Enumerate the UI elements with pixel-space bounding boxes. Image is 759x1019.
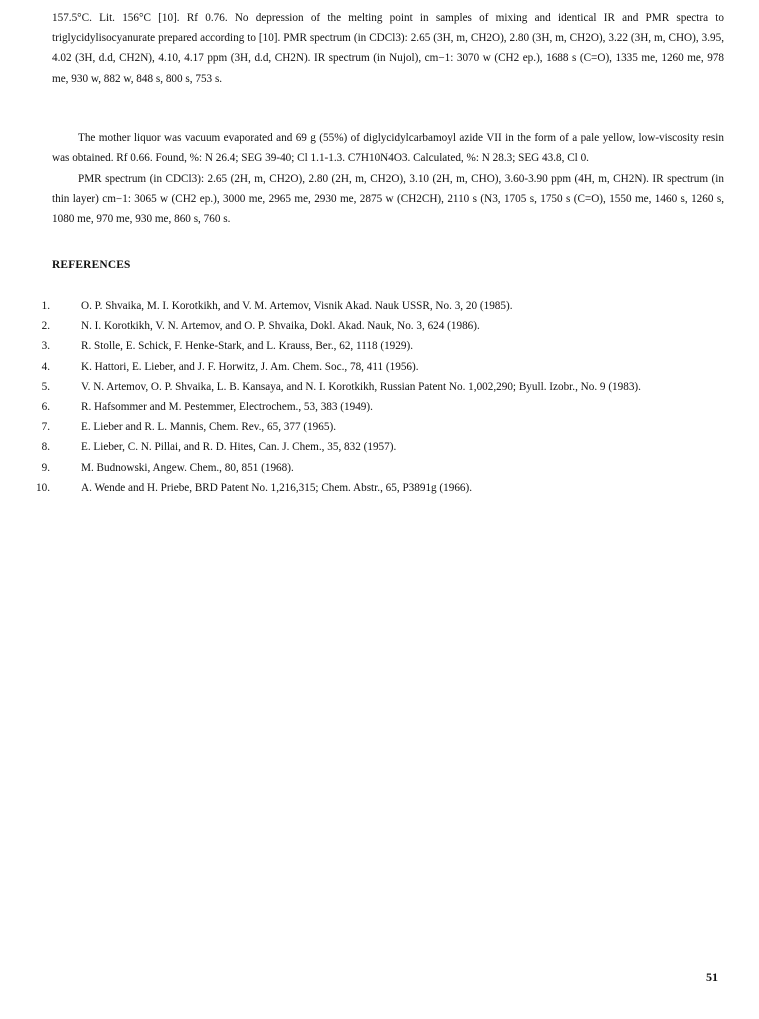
reference-item [0, 316, 759, 336]
reference-number: 8. [41, 441, 50, 454]
reference-text: K. Hattori, E. Lieber, and J. F. Horwitz, J. Am. Chem. Soc., 78, 411 (1956). [81, 360, 419, 373]
reference-number: 7. [41, 421, 50, 434]
reference-number: 9. [41, 461, 50, 474]
reference-text: E. Lieber and R. L. Mannis, Chem. Rev., 65, 377 (1965). [81, 421, 336, 434]
references-heading: REFERENCES [52, 259, 131, 271]
reference-text: R. Stolle, E. Schick, F. Henke-Stark, and L. Krauss, Ber., 62, 1118 (1929). [81, 340, 413, 353]
reference-text: O. P. Shvaika, M. I. Korotkikh, and V. M. Artemov, Visnik Akad. Nauk USSR, No. 3, 20 (1985). [81, 300, 513, 312]
reference-item [0, 417, 759, 437]
reference-item [0, 397, 759, 417]
reference-item [0, 478, 759, 498]
reference-number: 2. [41, 320, 50, 333]
reference-item [0, 296, 759, 316]
references-list [0, 296, 759, 498]
reference-number: 4. [41, 360, 50, 373]
reference-text: A. Wende and H. Priebe, BRD Patent No. 1,216,315; Chem. Abstr., 65, P3891g (1966). [81, 481, 473, 494]
reference-item [0, 357, 759, 377]
paragraph-experimental-2: The mother liquor was vacuum evaporated and 69 g (55%) of diglycidylcarbamoyl azide VII in the form of a pale yellow, low-viscosity resin was obtained. Rf 0.66. Found, %: N 26.4; SEG 39-40; Cl 1.1-1.3. C7H10N4O3. Calculated, %: N 28.3; SEG 43.8, Cl 0. [52, 132, 724, 165]
paragraph-experimental-3: PMR spectrum (in CDCl3): 2.65 (2H, m, CH2O), 2.80 (2H, m, CH2O), 3.10 (2H, m, CHO), 3.60-3.90 ppm (4H, m, CH2N). IR spectrum (in thin layer) cm−1: 3065 w (CH2 ep.), 3000 me, 2965 me, 2930 me, 2875 w (CH2CH), 2110 s (N3, 1705 s, 1750 s (C=O), 1550 me, 1460 s, 1260 s, 1080 me, 970 me, 930 me, 860 s, 760 s. [52, 173, 724, 226]
reference-text: N. I. Korotkikh, V. N. Artemov, and O. P. Shvaika, Dokl. Akad. Nauk, No. 3, 624 (1986). [81, 320, 480, 333]
reference-item [0, 336, 759, 356]
page-number: 51 [706, 970, 718, 984]
reference-number: 10. [36, 481, 50, 494]
reference-text: E. Lieber, C. N. Pillai, and R. D. Hites, Can. J. Chem., 35, 832 (1957). [81, 441, 397, 454]
reference-item [0, 437, 759, 457]
reference-text: V. N. Artemov, O. P. Shvaika, L. B. Kansaya, and N. I. Korotkikh, Russian Patent No. 1,002,290; Byull. Izobr., No. 9 (1983). [81, 380, 641, 393]
reference-item [0, 458, 759, 478]
reference-number: 6. [41, 401, 50, 414]
reference-item [0, 377, 759, 397]
reference-number: 3. [41, 340, 50, 353]
paragraph-experimental-1: 157.5°C. Lit. 156°C [10]. Rf 0.76. No depression of the melting point in samples of mixing and identical IR and PMR spectra to triglycidylisocyanurate prepared according to [10]. PMR spectrum (in CDCl3): 2.65 (3H, m, CH2O), 2.80 (3H, m, CH2O), 3.22 (3H, m, CHO), 3.95, 4.02 (3H, d.d, CH2N), 4.10, 4.17 ppm (3H, d.d, CH2N). IR spectrum (in Nujol), cm−1: 3070 w (CH2 ep.), 1688 s (C=O), 1335 me, 1260 me, 978 me, 930 w, 882 w, 848 s, 800 s, 753 s. [52, 12, 724, 85]
reference-number: 5. [41, 380, 50, 393]
reference-text: R. Hafsommer and M. Pestemmer, Electrochem., 53, 383 (1949). [81, 401, 373, 414]
reference-number: 1. [41, 300, 50, 312]
reference-text: M. Budnowski, Angew. Chem., 80, 851 (1968). [81, 461, 294, 474]
